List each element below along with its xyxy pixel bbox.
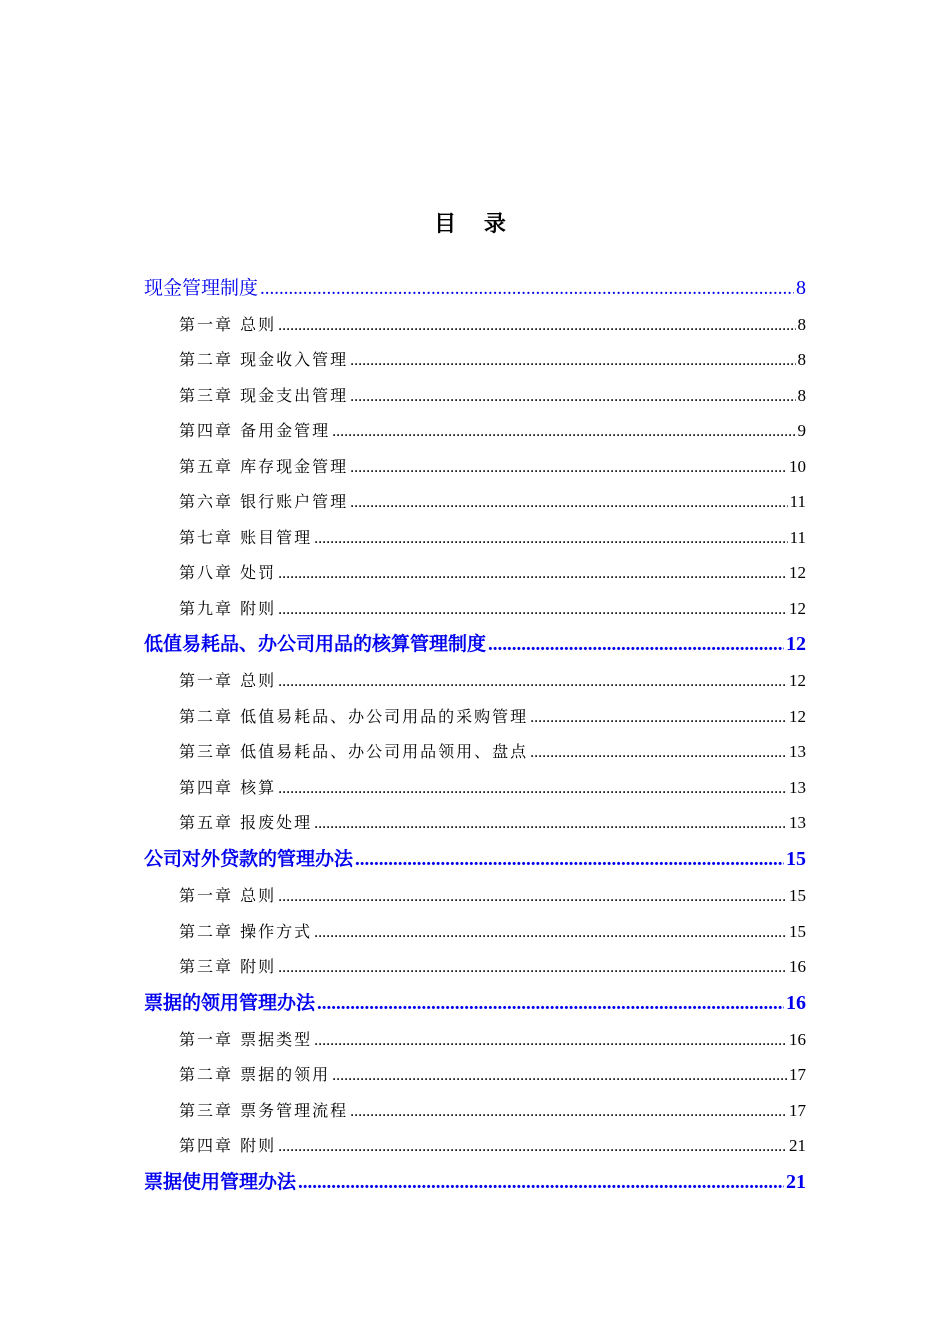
toc-chapter-label: 第二章 票据的领用 — [179, 1065, 331, 1084]
toc-chapter[interactable] — [179, 805, 806, 841]
toc-page-number: 15 — [786, 848, 806, 870]
toc-page-number: 8 — [797, 315, 806, 334]
toc-chapter-label: 第一章 总则 — [179, 671, 277, 690]
toc-section-label: 低值易耗品、办公司用品的核算管理制度 — [144, 633, 487, 655]
toc-chapter-label: 第一章 总则 — [179, 886, 277, 905]
toc-section-bill-receipt[interactable] — [144, 985, 806, 1021]
toc-chapter-label: 第三章 现金支出管理 — [179, 386, 349, 405]
toc-page-number: 12 — [789, 707, 806, 726]
dot-leader — [314, 915, 787, 950]
dot-leader — [332, 1058, 787, 1093]
dot-leader — [278, 771, 787, 806]
toc-chapter[interactable] — [179, 591, 806, 627]
toc-chapter[interactable] — [179, 1128, 806, 1164]
dot-leader — [314, 1023, 787, 1058]
toc-section-external-loans[interactable] — [144, 841, 806, 877]
toc-chapter[interactable] — [179, 520, 806, 556]
toc-chapter[interactable] — [179, 484, 806, 520]
toc-page-number: 13 — [789, 742, 806, 761]
dot-leader — [350, 379, 795, 414]
toc-chapter-label: 第三章 附则 — [179, 957, 277, 976]
toc-chapter[interactable] — [179, 1093, 806, 1129]
toc-page-number: 21 — [789, 1136, 806, 1155]
dot-leader — [298, 1165, 784, 1200]
toc-page-number: 8 — [797, 386, 806, 405]
dot-leader — [350, 343, 795, 378]
toc-title: 目 录 — [434, 212, 516, 237]
dot-leader — [530, 700, 787, 735]
toc-chapter[interactable] — [179, 663, 806, 699]
dot-leader — [260, 271, 794, 306]
dot-leader — [278, 950, 787, 985]
dot-leader — [278, 592, 787, 627]
toc-section-label: 公司对外贷款的管理办法 — [144, 848, 354, 870]
toc-page-number: 9 — [797, 421, 806, 440]
toc-chapter-label: 第八章 处罚 — [179, 563, 277, 582]
toc-chapter[interactable] — [179, 307, 806, 343]
toc-chapter-label: 第一章 总则 — [179, 315, 277, 334]
toc-chapter[interactable] — [179, 1057, 806, 1093]
toc-chapter[interactable] — [179, 449, 806, 485]
toc-chapter-label: 第四章 备用金管理 — [179, 421, 331, 440]
toc-chapter-label: 第六章 银行账户管理 — [179, 492, 349, 511]
toc-chapter-label: 第三章 低值易耗品、办公司用品领用、盘点 — [179, 742, 529, 761]
dot-leader — [278, 556, 787, 591]
toc-chapter-label: 第四章 核算 — [179, 778, 277, 797]
toc-chapter-label: 第七章 账目管理 — [179, 528, 313, 547]
toc-page-number: 17 — [789, 1065, 806, 1084]
toc-page-number: 8 — [797, 350, 806, 369]
dot-leader — [350, 1094, 787, 1129]
toc-page-number: 15 — [789, 922, 806, 941]
dot-leader — [278, 1129, 787, 1164]
toc-chapter[interactable] — [179, 699, 806, 735]
toc-chapter[interactable] — [179, 878, 806, 914]
toc-page-number: 11 — [789, 528, 806, 547]
dot-leader — [488, 627, 784, 662]
toc-page-number: 21 — [786, 1171, 806, 1193]
toc-page-number: 12 — [786, 633, 806, 655]
toc-chapter[interactable] — [179, 413, 806, 449]
toc-chapter[interactable] — [179, 378, 806, 414]
toc-chapter[interactable] — [179, 555, 806, 591]
toc-chapter[interactable] — [179, 1022, 806, 1058]
dot-leader — [278, 664, 787, 699]
dot-leader — [332, 414, 795, 449]
dot-leader — [350, 485, 788, 520]
toc-chapter-label: 第二章 操作方式 — [179, 922, 313, 941]
dot-leader — [350, 450, 787, 485]
toc-section-label: 票据使用管理办法 — [144, 1171, 297, 1193]
dot-leader — [530, 735, 787, 770]
toc-section-cash-management[interactable] — [144, 270, 806, 306]
toc-chapter-label: 第五章 库存现金管理 — [179, 457, 349, 476]
toc-page-number: 12 — [789, 599, 806, 618]
toc-page-number: 13 — [789, 813, 806, 832]
toc-chapter-label: 第一章 票据类型 — [179, 1030, 313, 1049]
toc-chapter[interactable] — [179, 734, 806, 770]
toc-page-number: 12 — [789, 563, 806, 582]
toc-chapter-label: 第五章 报废处理 — [179, 813, 313, 832]
dot-leader — [317, 986, 784, 1021]
toc-chapter-label: 第九章 附则 — [179, 599, 277, 618]
dot-leader — [355, 842, 784, 877]
dot-leader — [314, 521, 788, 556]
toc-page-number: 12 — [789, 671, 806, 690]
toc-page-number: 8 — [796, 277, 806, 299]
toc-chapter-label: 第四章 附则 — [179, 1136, 277, 1155]
toc-page-number: 10 — [789, 457, 806, 476]
toc-chapter[interactable] — [179, 342, 806, 378]
toc-chapter-label: 第二章 现金收入管理 — [179, 350, 349, 369]
toc-section-label: 现金管理制度 — [144, 277, 259, 299]
toc-page-number: 16 — [789, 957, 806, 976]
toc-chapter[interactable] — [179, 914, 806, 950]
toc-page-number: 13 — [789, 778, 806, 797]
toc-section-low-value-consumables[interactable] — [144, 626, 806, 662]
toc-chapter[interactable] — [179, 949, 806, 985]
toc-page-number: 17 — [789, 1101, 806, 1120]
toc-chapter[interactable] — [179, 770, 806, 806]
dot-leader — [278, 879, 787, 914]
dot-leader — [314, 806, 787, 841]
toc-section-label: 票据的领用管理办法 — [144, 992, 316, 1014]
toc-chapter-label: 第三章 票务管理流程 — [179, 1101, 349, 1120]
toc-page-number: 16 — [786, 992, 806, 1014]
toc-page-number: 11 — [789, 492, 806, 511]
toc-page-number: 16 — [789, 1030, 806, 1049]
toc-chapter-label: 第二章 低值易耗品、办公司用品的采购管理 — [179, 707, 529, 726]
toc-page-number: 15 — [789, 886, 806, 905]
dot-leader — [278, 308, 795, 343]
toc-section-bill-usage[interactable] — [144, 1164, 806, 1200]
